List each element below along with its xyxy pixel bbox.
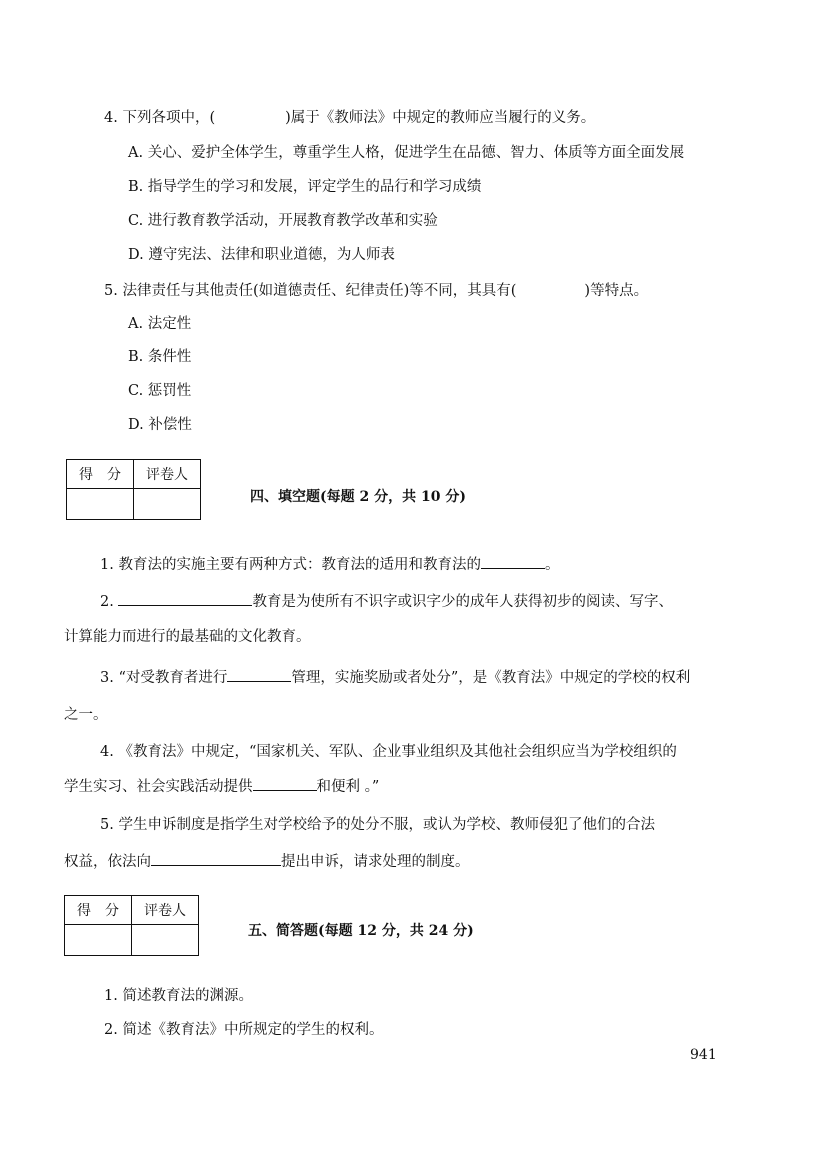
score-table (66, 459, 201, 520)
score-header: 得 分 (65, 896, 132, 925)
short-answer-1: 1. 简述教育法的渊源。 (104, 988, 253, 1004)
fill-item-2-cont: 计算能力而进行的最基础的文化教育。 (64, 629, 311, 645)
question-4-suffix: )属于《教师法》中规定的教师应当履行的义务。 (285, 110, 596, 126)
score-cell (65, 925, 132, 956)
fill-item-4-end: 和便利 。” (316, 779, 380, 795)
score-table (64, 895, 199, 956)
question-5-option-a: A. 法定性 (128, 316, 192, 332)
fill-item-5: 5. 学生申诉制度是指学生对学校给予的处分不服，或认为学校、教师侵犯了他们的合法 (100, 817, 655, 833)
answer-blank (118, 591, 252, 606)
question-4-prefix: 4. 下列各项中，( (104, 110, 216, 126)
fill-item-3-text: 3. “对受教育者进行 (100, 670, 228, 686)
fill-item-1-text: 1. 教育法的实施主要有两种方式：教育法的适用和教育法的 (100, 557, 481, 573)
short-answer-2: 2. 简述《教育法》中所规定的学生的权利。 (104, 1022, 384, 1038)
fill-item-3-rest: 管理，实施奖励或者处分”，是《教育法》中规定的学校的权利 (291, 670, 691, 686)
answer-blank (227, 667, 291, 682)
fill-item-5-end: 提出申诉，请求处理的制度。 (281, 854, 470, 870)
fill-item-4-text: 学生实习、社会实践活动提供 (64, 779, 253, 795)
question-4-option-c: C. 进行教育教学活动，开展教育教学改革和实验 (128, 213, 438, 229)
fill-item-3 (100, 667, 690, 688)
question-5-option-d: D. 补偿性 (128, 417, 192, 433)
question-4-option-b: B. 指导学生的学习和发展，评定学生的品行和学习成绩 (128, 179, 482, 195)
fill-item-2-num: 2. (100, 594, 119, 610)
fill-item-5-cont (64, 851, 470, 872)
page-number: 941 (690, 1047, 717, 1063)
fill-item-2-text: 教育是为使所有不识字或识字少的成年人获得初步的阅读、写字、 (252, 594, 673, 610)
answer-blank (481, 554, 545, 569)
section-4-title: 四、填空题(每题 2 分，共 10 分) (250, 489, 466, 505)
question-4 (104, 108, 595, 128)
answer-blank (151, 851, 281, 866)
grader-header: 评卷人 (134, 460, 201, 489)
fill-item-4: 4. 《教育法》中规定，“国家机关、军队、企业事业组织及其他社会组织应当为学校组织的 (100, 744, 677, 760)
fill-item-4-cont (64, 776, 379, 797)
fill-item-3-cont: 之一。 (64, 707, 108, 723)
grader-cell (132, 925, 199, 956)
question-5 (104, 281, 648, 301)
question-4-option-a: A. 关心、爱护全体学生，尊重学生人格，促进学生在品德、智力、体质等方面全面发展 (128, 145, 685, 161)
section-5-title: 五、简答题(每题 12 分，共 24 分) (248, 923, 474, 939)
score-cell (67, 489, 134, 520)
question-5-prefix: 5. 法律责任与其他责任(如道德责任、纪律责任)等不同，其具有( (104, 283, 517, 299)
question-5-suffix: )等特点。 (584, 283, 649, 299)
fill-item-5-text: 权益，依法向 (64, 854, 151, 870)
fill-item-1 (100, 554, 559, 575)
question-5-option-b: B. 条件性 (128, 349, 192, 365)
question-5-option-c: C. 惩罚性 (128, 383, 192, 399)
question-4-option-d: D. 遵守宪法、法律和职业道德，为人师表 (128, 247, 395, 263)
grader-cell (134, 489, 201, 520)
answer-blank (253, 776, 317, 791)
fill-item-2 (100, 591, 673, 612)
score-header: 得 分 (67, 460, 134, 489)
grader-header: 评卷人 (132, 896, 199, 925)
fill-item-1-end: 。 (544, 557, 560, 573)
